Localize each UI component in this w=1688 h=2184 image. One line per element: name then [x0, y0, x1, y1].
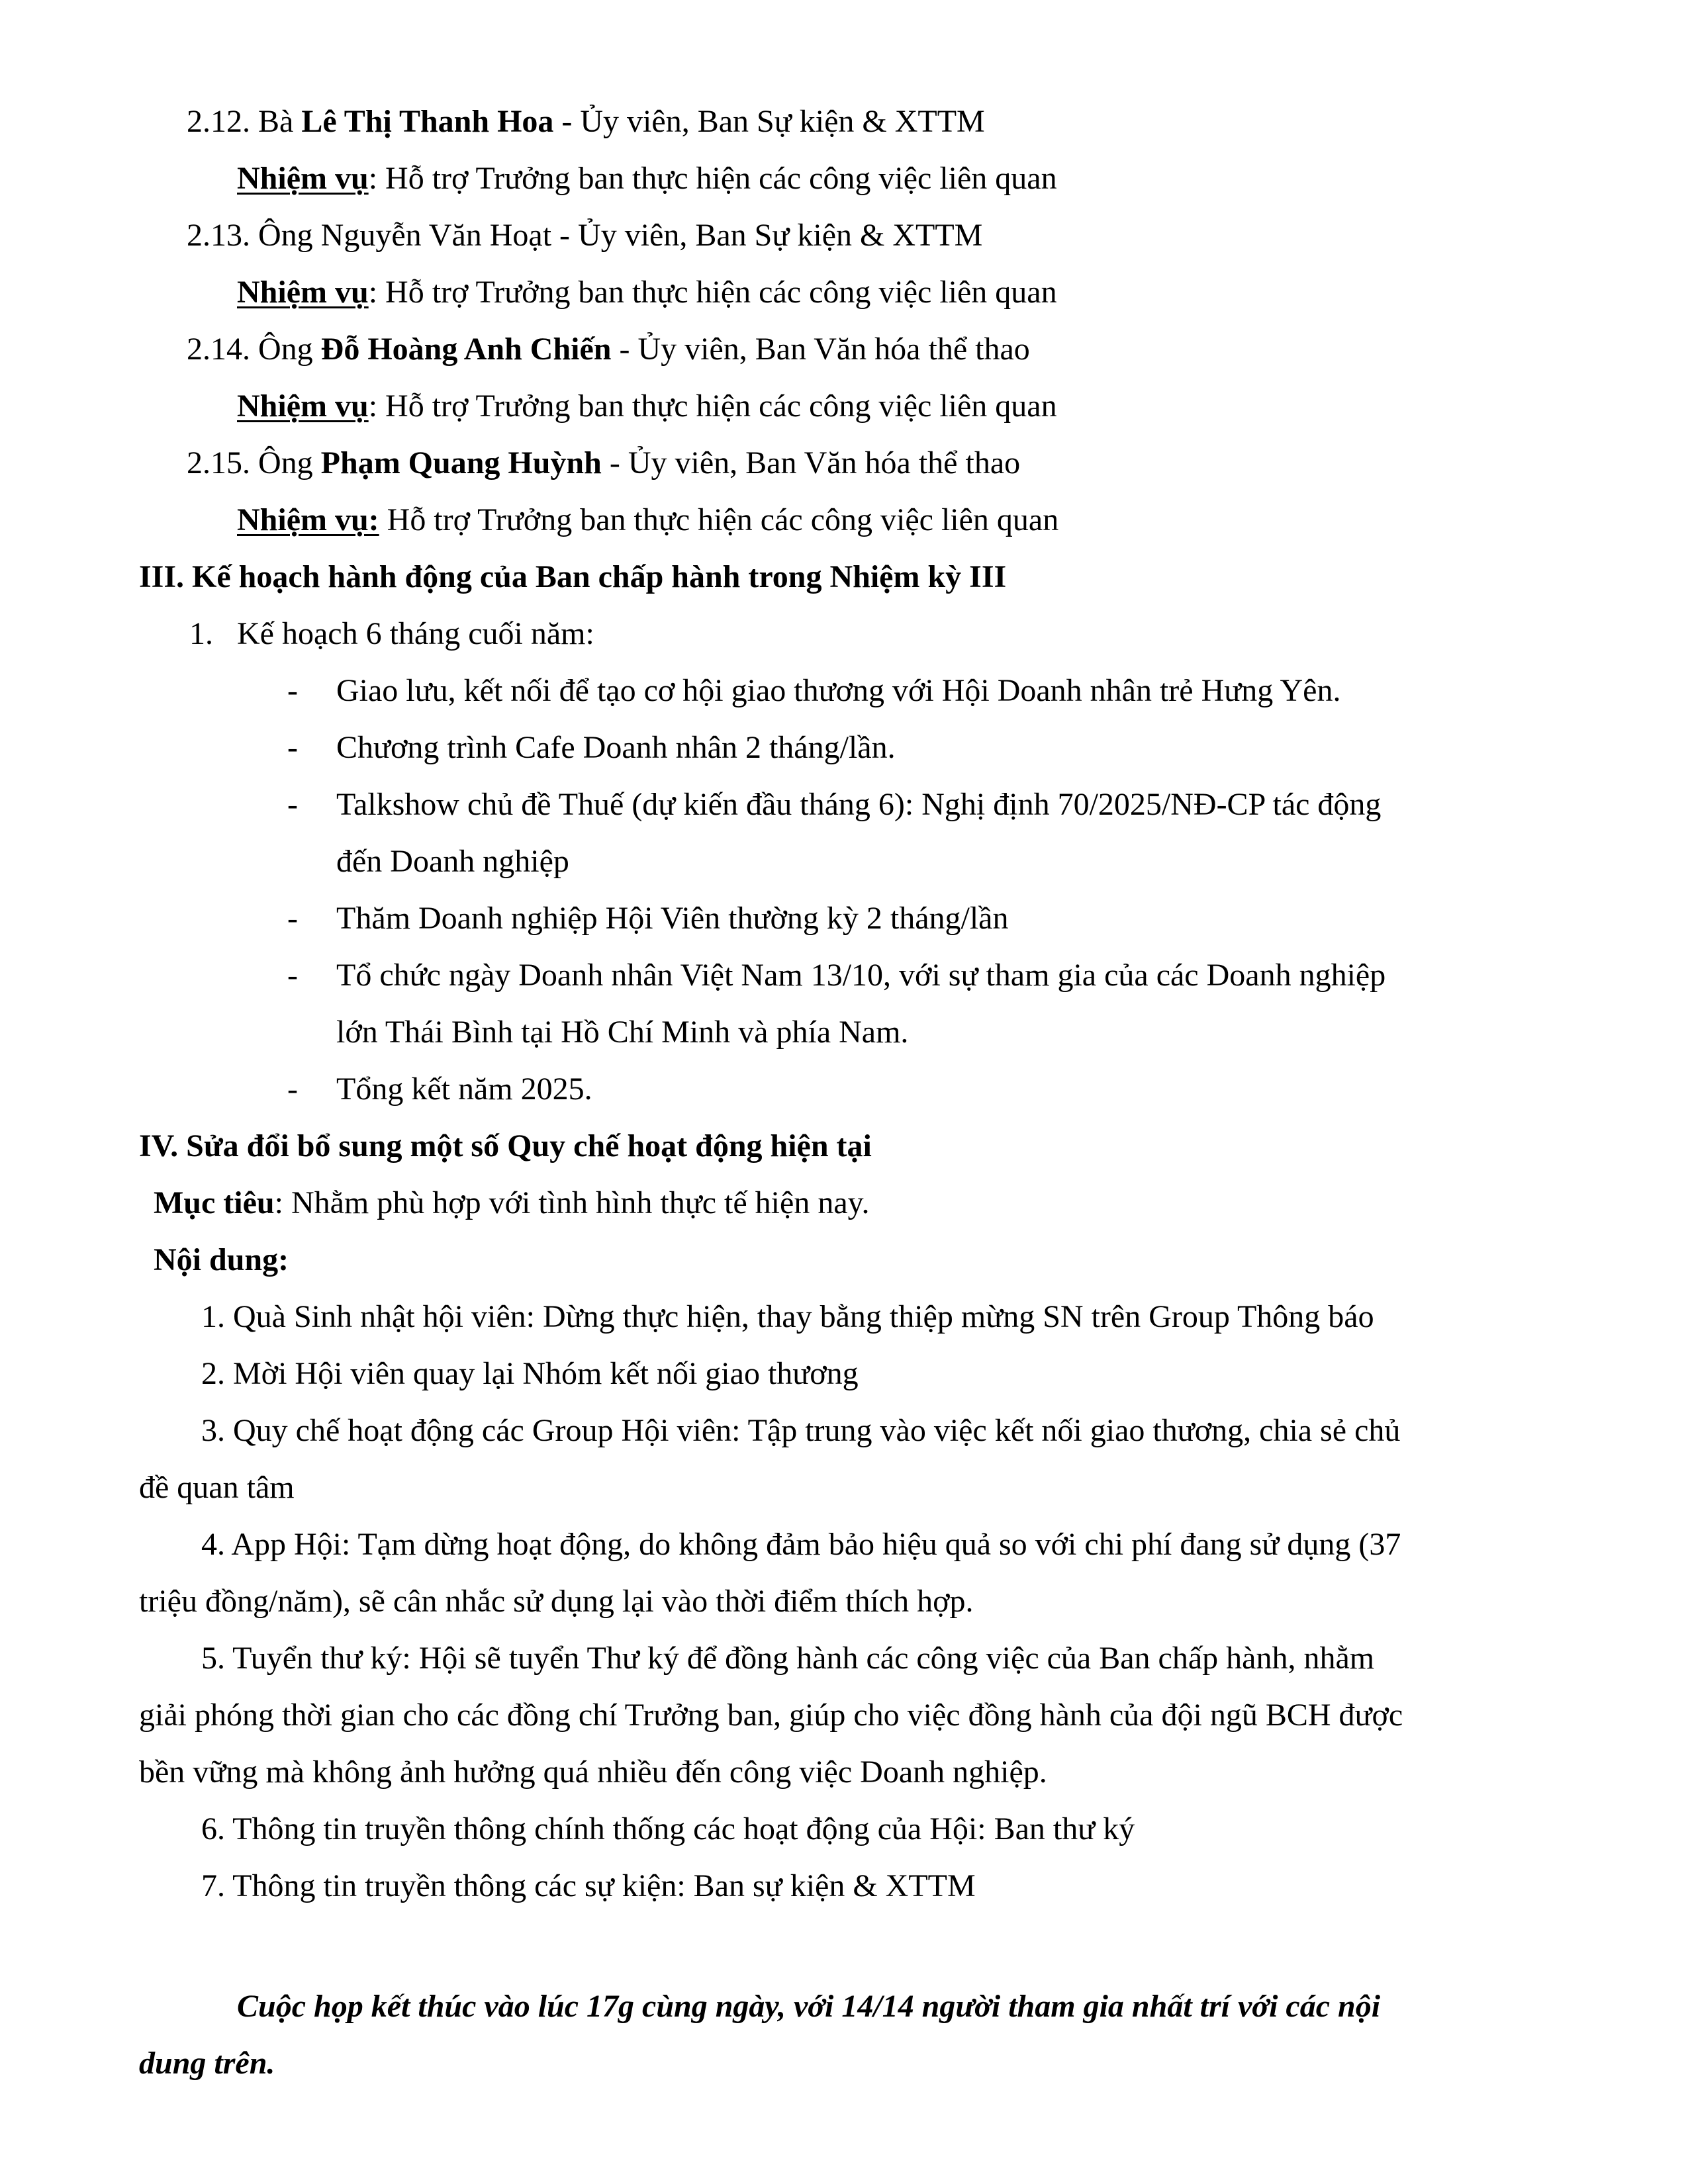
plan-item-number: 1. [189, 616, 213, 651]
member-role: - Ủy viên, Ban Văn hóa thể thao [609, 445, 1021, 480]
duty-line: Nhiệm vụ: Hỗ trợ Trưởng ban thực hiện các công việc liên quan [237, 388, 1057, 424]
member-number: 2.13. [187, 218, 250, 253]
plan-bullet: Chương trình Cafe Doanh nhân 2 tháng/lần. [336, 730, 896, 765]
member-name: Phạm Quang Huỳnh [320, 445, 602, 480]
content-item: 6. Thông tin truyền thông chính thống các hoạt động của Hội: Ban thư ký [201, 1811, 1135, 1846]
goal-line [154, 1183, 870, 1223]
member-title: Ông [258, 445, 313, 480]
plan-bullet-continuation: đến Doanh nghiệp [336, 844, 569, 879]
closing-statement: Cuộc họp kết thúc vào lúc 17g cùng ngày, với 14/14 người tham gia nhất trí với các nội [237, 1989, 1381, 2024]
member-2-13 [187, 216, 982, 255]
plan-item-text: Kế hoạch 6 tháng cuối năm: [237, 616, 594, 651]
member-title: Bà [258, 104, 294, 139]
duty-text: Hỗ trợ Trưởng ban thực hiện các công việc liên quan [385, 388, 1057, 424]
content-item-continuation: giải phóng thời gian cho các đồng chí Trưởng ban, giúp cho việc đồng hành của đội ngũ BCH được [139, 1698, 1403, 1733]
duty-text: Hỗ trợ Trưởng ban thực hiện các công việc liên quan [387, 502, 1059, 537]
bullet-dash: - [287, 673, 298, 708]
bullet-dash: - [287, 901, 298, 936]
content-item: 3. Quy chế hoạt động các Group Hội viên: Tập trung vào việc kết nối giao thương, chia sẻ chủ [201, 1413, 1401, 1448]
content-label: Nội dung: [154, 1242, 289, 1277]
duty-label: Nhiệm vụ [237, 275, 369, 310]
duty-label: Nhiệm vụ [237, 388, 369, 424]
plan-bullet: Tổng kết năm 2025. [336, 1071, 592, 1107]
content-item: 1. Quà Sinh nhật hội viên: Dừng thực hiện, thay bằng thiệp mừng SN trên Group Thông báo [201, 1299, 1374, 1334]
duty-line [237, 500, 1058, 540]
bullet-dash: - [287, 1071, 298, 1107]
duty-line: Nhiệm vụ: Hỗ trợ Trưởng ban thực hiện các công việc liên quan [237, 161, 1057, 196]
member-title: Ông [258, 332, 313, 367]
goal-label: Mục tiêu [154, 1185, 275, 1220]
content-item-continuation: triệu đồng/năm), sẽ cân nhắc sử dụng lại vào thời điểm thích hợp. [139, 1584, 974, 1619]
plan-bullet: Tổ chức ngày Doanh nhân Việt Nam 13/10, với sự tham gia của các Doanh nghiệp [336, 958, 1386, 993]
member-name: Lê Thị Thanh Hoa [301, 104, 554, 139]
content-item: 7. Thông tin truyền thông các sự kiện: Ban sự kiện & XTTM [201, 1868, 976, 1903]
duty-line: Nhiệm vụ: Hỗ trợ Trưởng ban thực hiện các công việc liên quan [237, 275, 1057, 310]
member-role: - Ủy viên, Ban Văn hóa thể thao [619, 332, 1030, 367]
member-name: Đỗ Hoàng Anh Chiến [320, 332, 612, 367]
member-number: 2.14. [187, 332, 250, 367]
content-item: 4. App Hội: Tạm dừng hoạt động, do không đảm bảo hiệu quả so với chi phí đang sử dụng (37 [201, 1527, 1401, 1562]
content-item-continuation: bền vững mà không ảnh hưởng quá nhiều đến công việc Doanh nghiệp. [139, 1754, 1047, 1790]
bullet-dash: - [287, 730, 298, 765]
member-name: Nguyễn Văn Hoạt [320, 218, 552, 253]
closing-statement-continuation: dung trên. [139, 2046, 275, 2081]
duty-label: Nhiệm vụ [237, 161, 369, 196]
member-role: - Ủy viên, Ban Sự kiện & XTTM [559, 218, 983, 253]
plan-bullet: Talkshow chủ đề Thuế (dự kiến đầu tháng 6): Nghị định 70/2025/NĐ-CP tác động [336, 787, 1382, 822]
plan-bullet: Thăm Doanh nghiệp Hội Viên thường kỳ 2 tháng/lần [336, 901, 1009, 936]
member-role: - Ủy viên, Ban Sự kiện & XTTM [561, 104, 985, 139]
bullet-dash: - [287, 787, 298, 822]
duty-text: Hỗ trợ Trưởng ban thực hiện các công việc liên quan [385, 161, 1057, 196]
member-2-12 [187, 102, 985, 142]
content-item: 2. Mời Hội viên quay lại Nhóm kết nối giao thương [201, 1356, 859, 1391]
member-title: Ông [258, 218, 313, 253]
duty-label: Nhiệm vụ: [237, 502, 379, 537]
section-3-heading: III. Kế hoạch hành động của Ban chấp hành trong Nhiệm kỳ III [139, 559, 1007, 594]
plan-bullet: Giao lưu, kết nối để tạo cơ hội giao thương với Hội Doanh nhân trẻ Hưng Yên. [336, 673, 1341, 708]
content-item: 5. Tuyển thư ký: Hội sẽ tuyển Thư ký để đồng hành các công việc của Ban chấp hành, nhằm [201, 1641, 1375, 1676]
member-2-14 [187, 330, 1030, 369]
content-item-continuation: đề quan tâm [139, 1470, 295, 1505]
section-4-heading: IV. Sửa đổi bổ sung một số Quy chế hoạt động hiện tại [139, 1128, 872, 1163]
member-2-15 [187, 443, 1020, 483]
member-number: 2.12. [187, 104, 250, 139]
goal-text: : Nhằm phù hợp với tình hình thực tế hiện nay. [274, 1185, 870, 1220]
duty-text: Hỗ trợ Trưởng ban thực hiện các công việc liên quan [385, 275, 1057, 310]
member-number: 2.15. [187, 445, 250, 480]
plan-bullet-continuation: lớn Thái Bình tại Hồ Chí Minh và phía Nam. [336, 1015, 909, 1050]
bullet-dash: - [287, 958, 298, 993]
